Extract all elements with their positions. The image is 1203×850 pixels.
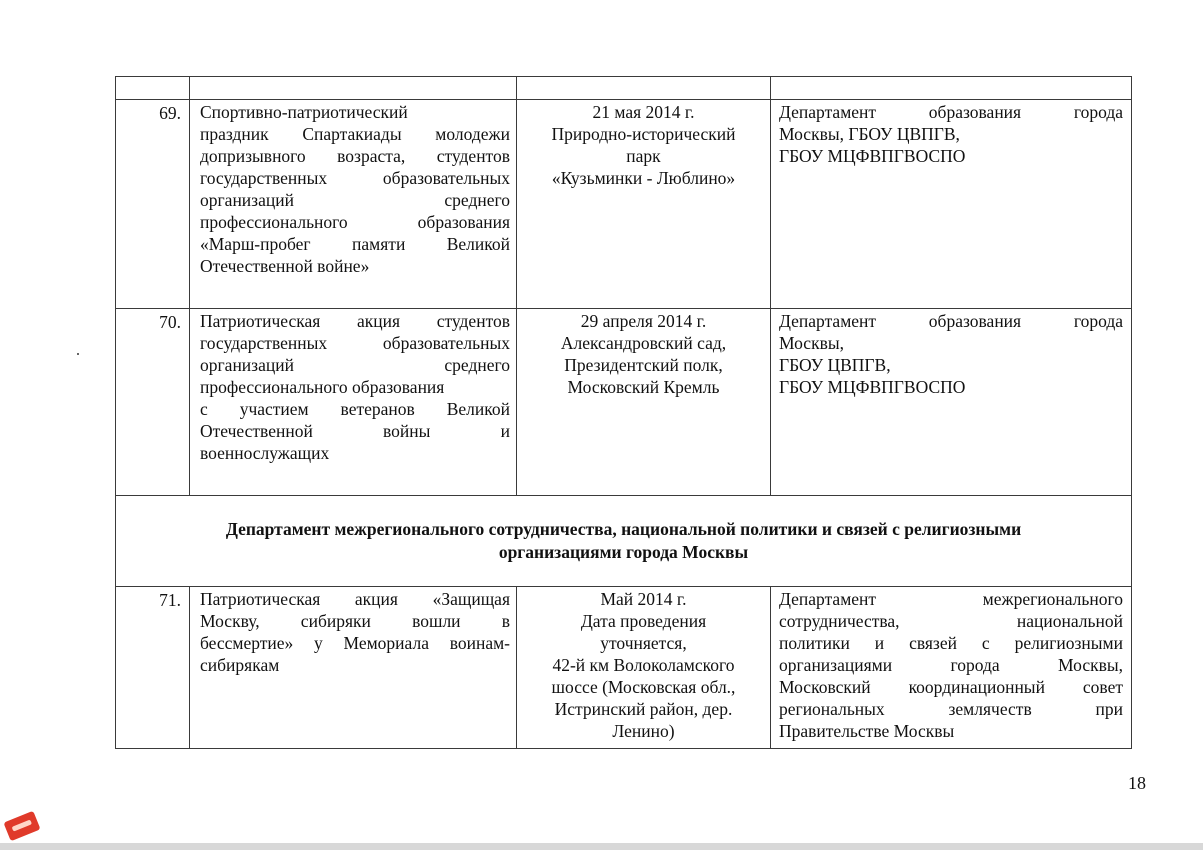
organizer-line: организациями города Москвы, xyxy=(779,655,1123,675)
organizer-cell xyxy=(771,100,1132,309)
event-name-line: военнослужащих xyxy=(200,443,330,463)
organizer-cell xyxy=(771,309,1132,496)
event-name-line: Отечественной войне» xyxy=(200,256,370,276)
date-place-line: Ленино) xyxy=(612,721,675,741)
row-number: 71. xyxy=(116,587,190,749)
section-heading xyxy=(116,496,1132,587)
table-row xyxy=(116,100,1132,309)
table-row xyxy=(116,309,1132,496)
event-name-line: Патриотическая акция студентов xyxy=(200,311,510,331)
organizer-line: региональных землячеств при xyxy=(779,699,1123,719)
row-number: 70. xyxy=(116,309,190,496)
event-name-cell xyxy=(190,100,517,309)
event-name-line: Спортивно-патриотический xyxy=(200,102,408,122)
row-number: 69. xyxy=(116,100,190,309)
organizer-line: сотрудничества, национальной xyxy=(779,611,1123,631)
event-date-place-cell xyxy=(517,309,771,496)
event-name-line: Патриотическая акция «Защищая xyxy=(200,589,510,609)
organizer-line: Правительстве Москвы xyxy=(779,721,955,741)
event-name-line: праздник Спартакиады молодежи xyxy=(200,124,510,144)
event-name-line: «Марш-пробег памяти Великой xyxy=(200,234,510,254)
scan-edge-strip xyxy=(0,843,1203,850)
date-place-line: 42-й км Волоколамского xyxy=(552,655,735,675)
event-date-place-cell xyxy=(517,100,771,309)
event-name-line: сибирякам xyxy=(200,655,280,675)
date-place-line: «Кузьминки - Люблино» xyxy=(551,168,736,188)
date-place-line: Дата проведения xyxy=(580,611,707,631)
organizer-cell xyxy=(771,587,1132,749)
date-place-line: шоссе (Московская обл., xyxy=(551,677,736,697)
event-name-cell xyxy=(190,587,517,749)
event-name-line: профессионального образования xyxy=(200,377,445,397)
organizer-line: политики и связей с религиозными xyxy=(779,633,1123,653)
event-name-line: государственных образовательных xyxy=(200,168,510,188)
event-name-line: государственных образовательных xyxy=(200,333,510,353)
page-number: 18 xyxy=(1128,773,1146,793)
table-row xyxy=(116,587,1132,749)
event-name-line: организаций среднего xyxy=(200,355,510,375)
organizer-line: ГБОУ ЦВПГВ, xyxy=(779,355,891,375)
date-place-line: Московский Кремль xyxy=(567,377,720,397)
date-place-line: Истринский район, дер. xyxy=(554,699,733,719)
section-heading-row xyxy=(116,496,1132,587)
organizer-line: Московский координационный совет xyxy=(779,677,1123,697)
organizer-line: Департамент образования города xyxy=(779,311,1123,331)
date-place-line: парк xyxy=(626,146,661,166)
organizer-line: Москвы, xyxy=(779,333,844,353)
event-name-line: с участием ветеранов Великой xyxy=(200,399,510,419)
date-place-line: Президентский полк, xyxy=(564,355,723,375)
event-name-line: Отечественной войны и xyxy=(200,421,510,441)
date-place-line: 21 мая 2014 г. xyxy=(592,102,695,122)
date-place-line: Природно-исторический xyxy=(551,124,736,144)
event-name-cell xyxy=(190,309,517,496)
scanner-stamp-icon xyxy=(3,811,40,842)
section-heading-line: организациями города Москвы xyxy=(498,542,749,562)
organizer-line: ГБОУ МЦФВПГВОСПО xyxy=(779,377,966,397)
organizer-line: Москвы, ГБОУ ЦВПГВ, xyxy=(779,124,960,144)
table-row-top-fragment xyxy=(116,77,1132,100)
event-name-line: профессионального образования xyxy=(200,212,510,232)
events-table xyxy=(115,76,1132,749)
section-heading-line: Департамент межрегионального сотрудничества, национальной политики и связей с религиозными xyxy=(225,519,1022,539)
scan-speck xyxy=(77,353,79,355)
date-place-line: Май 2014 г. xyxy=(600,589,687,609)
event-name-line: Москву, сибиряки вошли в xyxy=(200,611,510,631)
event-name-line: допризывного возраста, студентов xyxy=(200,146,510,166)
organizer-line: ГБОУ МЦФВПГВОСПО xyxy=(779,146,966,166)
date-place-line: Александровский сад, xyxy=(560,333,727,353)
event-date-place-cell xyxy=(517,587,771,749)
organizer-line: Департамент образования города xyxy=(779,102,1123,122)
organizer-line: Департамент межрегионального xyxy=(779,589,1123,609)
event-name-line: организаций среднего xyxy=(200,190,510,210)
date-place-line: 29 апреля 2014 г. xyxy=(580,311,707,331)
date-place-line: уточняется, xyxy=(600,633,687,653)
event-name-line: бессмертие» у Мемориала воинам- xyxy=(200,633,510,653)
